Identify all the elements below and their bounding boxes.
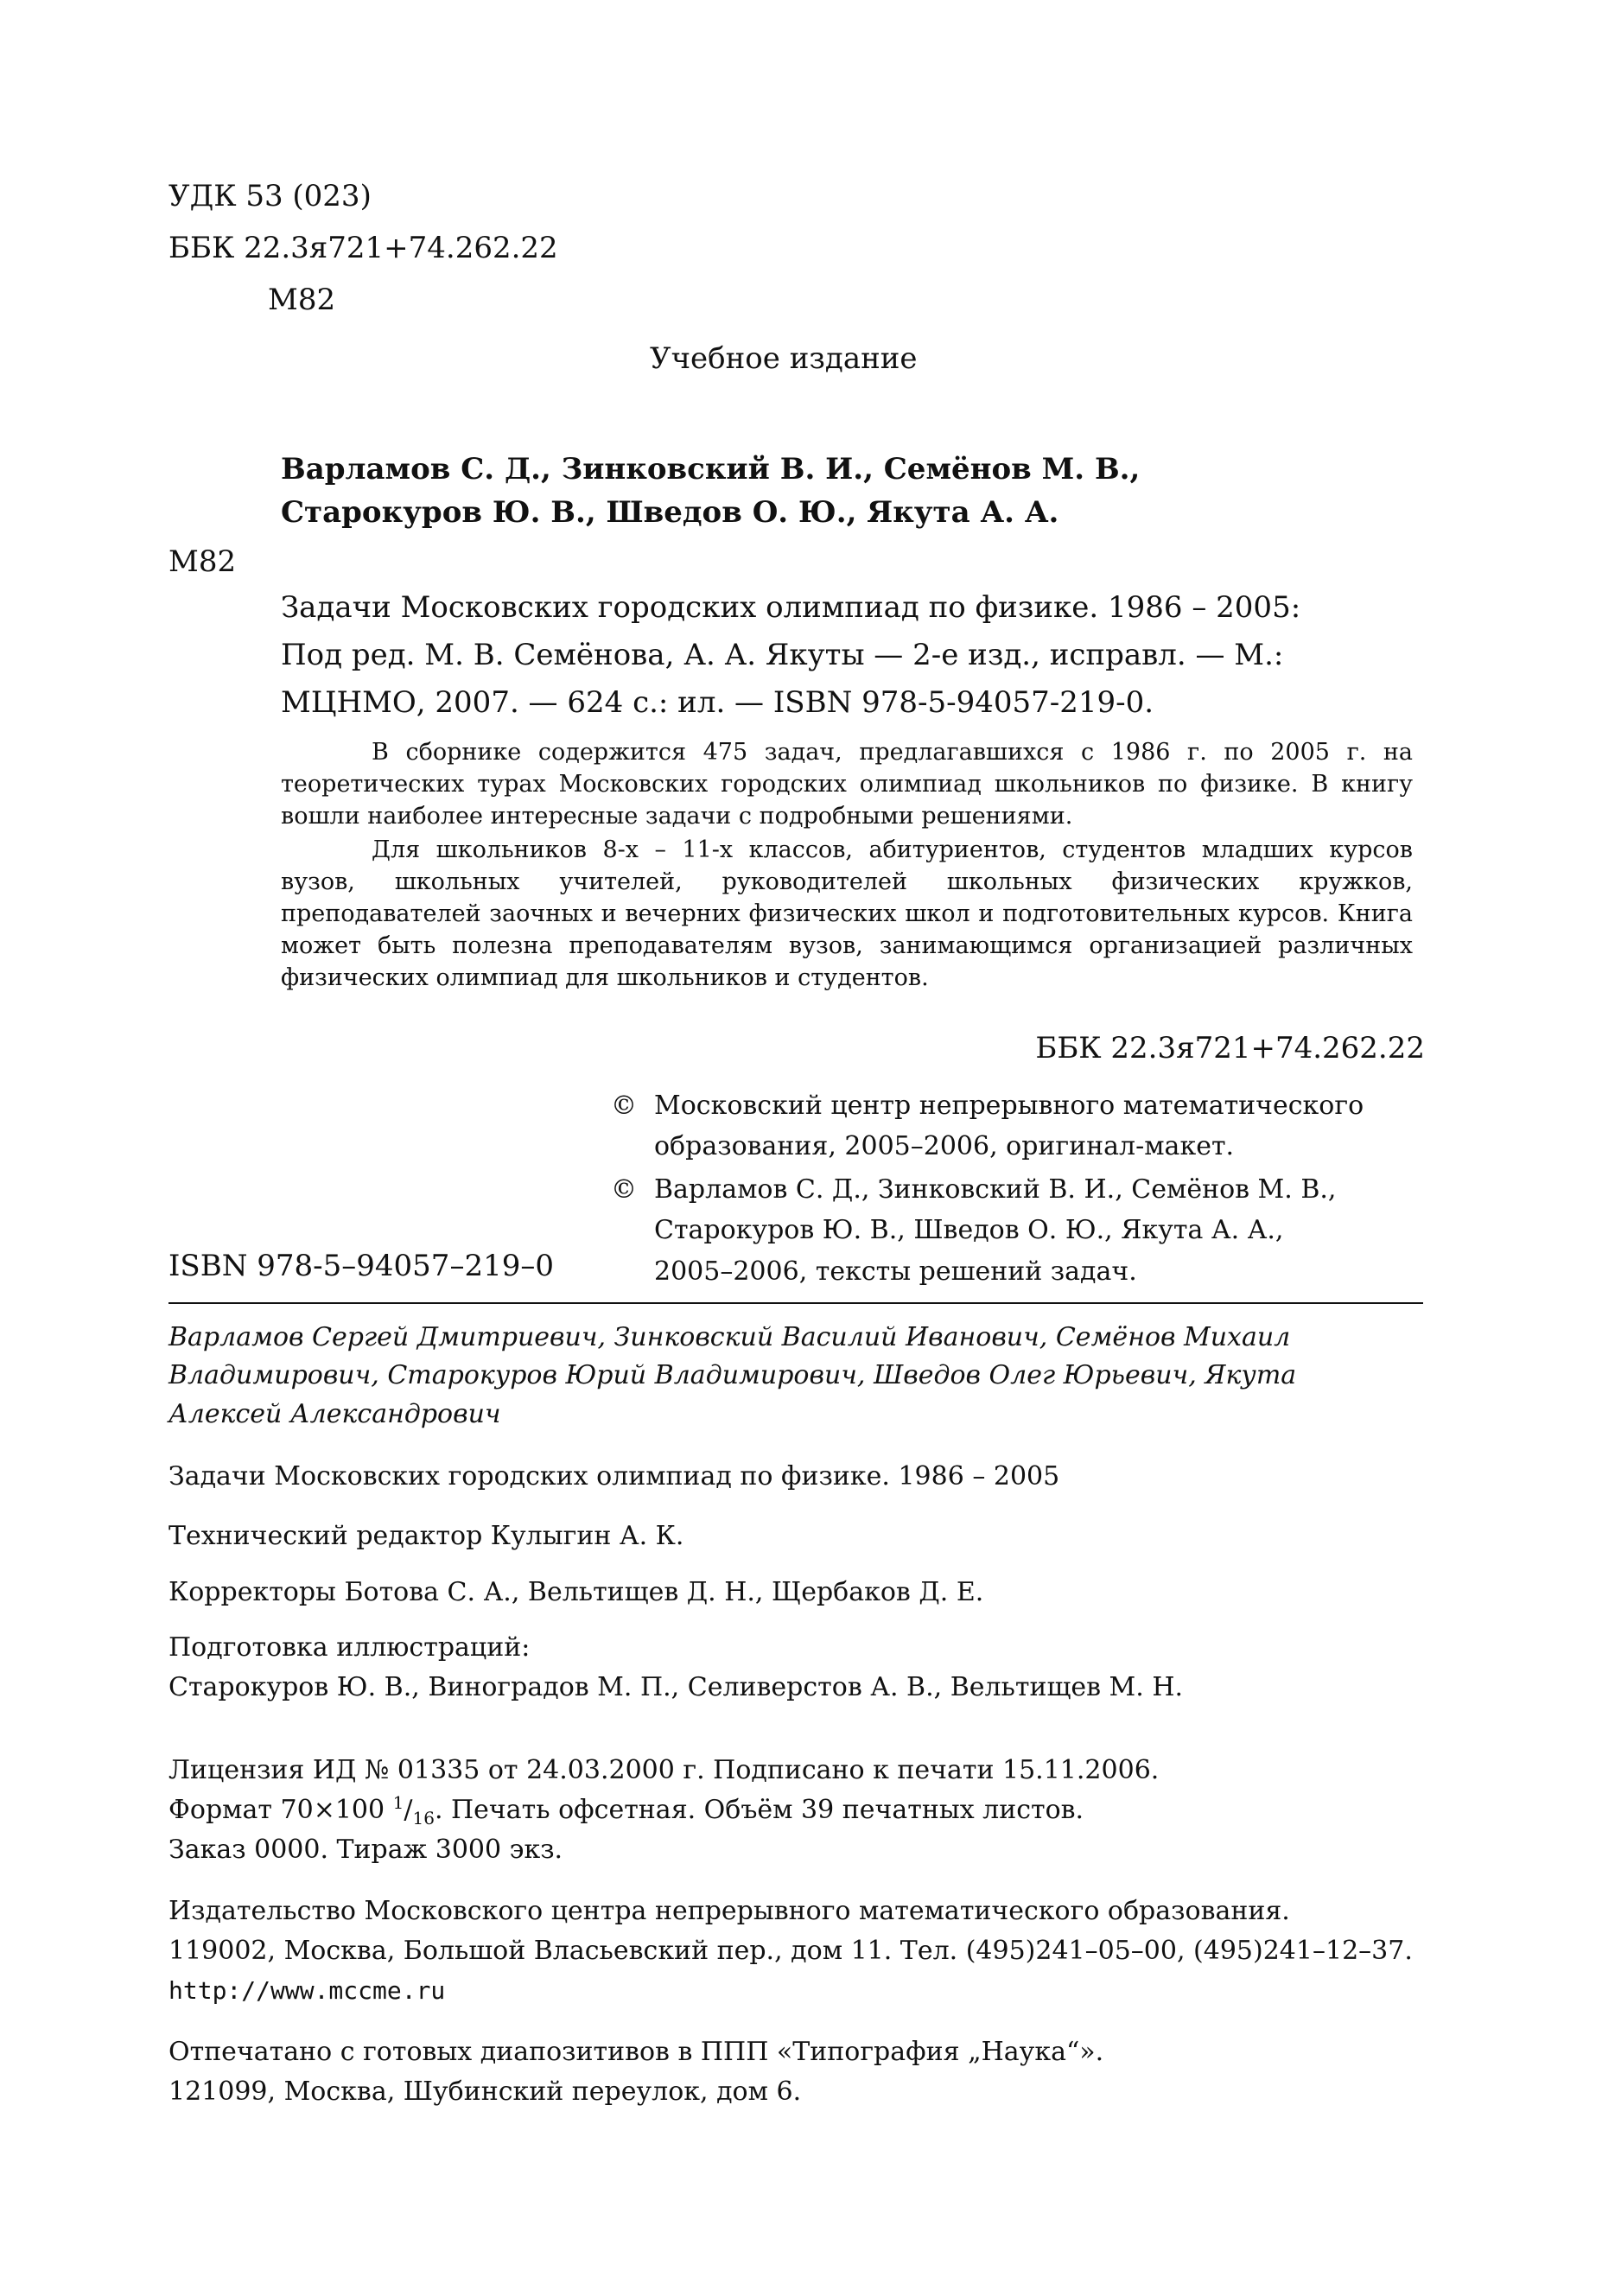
publisher: Издательство Московского центра непрерывного математического образования.	[168, 1896, 1290, 1926]
author-mark: М82	[268, 283, 336, 317]
abstract-paragraph-1: В сборнике содержится 475 задач, предлагавшихся с 1986 г. по 2005 г. на теоретических турах Московских городских олимпиад школьников по физике. В книгу вошли наиболее интересные задачи с подробными решениями.	[281, 739, 1413, 830]
udk-code: УДК 53 (023)	[168, 179, 372, 213]
copyright-symbol: ©	[611, 1174, 637, 1205]
copyright-mccme-line-2: образования, 2005–2006, оригинал-макет.	[654, 1131, 1235, 1161]
edition-type: Учебное издание	[650, 341, 918, 376]
format-numerator: 1	[392, 1792, 404, 1813]
illustrations-label: Подготовка иллюстраций:	[168, 1632, 531, 1663]
isbn: ISBN 978-5–94057–219–0	[168, 1249, 554, 1283]
format-line	[168, 1789, 1084, 1832]
book-title: Задачи Московских городских олимпиад по физике. 1986 – 2005	[168, 1461, 1060, 1491]
format-suffix: . Печать офсетная. Объём 39 печатных листов.	[434, 1795, 1084, 1825]
bbk-right: ББК 22.3я721+74.262.22	[1035, 1031, 1425, 1065]
bibliography-line-1: Задачи Московских городских олимпиад по физике. 1986 – 2005:	[281, 590, 1301, 625]
correctors: Корректоры Ботова С. А., Вельтищев Д. Н., Щербаков Д. Е.	[168, 1577, 984, 1607]
copyright-symbol: ©	[611, 1091, 637, 1121]
bibliography-line-2: Под ред. М. В. Семёнова, А. А. Якуты — 2-е изд., исправл. — М.:	[281, 638, 1284, 672]
publisher-address: 119002, Москва, Большой Власьевский пер., дом 11. Тел. (495)241–05–00, (495)241–12–37.	[168, 1936, 1413, 1966]
format-denominator: 16	[412, 1808, 435, 1829]
copyright-authors-line-3: 2005–2006, тексты решений задач.	[654, 1256, 1137, 1287]
copyright-mccme-line-1: Московский центр непрерывного математического	[654, 1091, 1364, 1121]
license-line: Лицензия ИД № 01335 от 24.03.2000 г. Подписано к печати 15.11.2006.	[168, 1755, 1160, 1785]
bbk-code: ББК 22.3я721+74.262.22	[168, 231, 558, 265]
authors-line-2: Старокуров Ю. В., Шведов О. Ю., Якута А. А.	[281, 495, 1059, 530]
printer-address: 121099, Москва, Шубинский переулок, дом 6.	[168, 2077, 802, 2107]
divider-rule	[168, 1302, 1423, 1304]
tech-editor: Технический редактор Кулыгин А. К.	[168, 1521, 684, 1551]
copyright-authors-line-1: Варламов С. Д., Зинковский В. И., Семёнов М. В.,	[654, 1174, 1337, 1205]
illustrations-credits: Старокуров Ю. В., Виноградов М. П., Селиверстов А. В., Вельтищев М. Н.	[168, 1672, 1184, 1702]
abstract-paragraph-2: Для школьников 8-х – 11-х классов, абитуриентов, студентов младших курсов вузов, школьных учителей, руководителей школьных физических кружков, преподавателей заочных и вечерних физических школ и подготовительных курсов. Книга может быть полезна преподавателям вузов, занимающимся организацией различных физических олимпиад для школьников и студентов.	[281, 836, 1413, 991]
order-line: Заказ 0000. Тираж 3000 экз.	[168, 1835, 563, 1865]
printing-house: Отпечатано с готовых диапозитивов в ППП «Типография „Наука“».	[168, 2037, 1104, 2067]
publisher-url[interactable]: http://www.mccme.ru	[168, 1976, 446, 2005]
copyright-authors-line-2: Старокуров Ю. В., Шведов О. Ю., Якута А. А.,	[654, 1215, 1284, 1245]
full-names-line-2: Владимирович, Старокуров Юрий Владимирович, Шведов Олег Юрьевич, Якута	[168, 1360, 1297, 1390]
bibliography-line-3: МЦНМО, 2007. — 624 с.: ил. — ISBN 978-5-94057-219-0.	[281, 685, 1154, 720]
left-author-mark: М82	[168, 544, 237, 579]
full-names-line-3: Алексей Александрович	[168, 1399, 501, 1429]
full-names-line-1: Варламов Сергей Дмитриевич, Зинковский Василий Иванович, Семёнов Михаил	[168, 1322, 1291, 1352]
authors-line-1: Варламов С. Д., Зинковский В. И., Семёнов М. В.,	[281, 452, 1141, 487]
format-prefix: Формат 70×100	[168, 1795, 393, 1825]
format-slash: /	[404, 1795, 413, 1825]
